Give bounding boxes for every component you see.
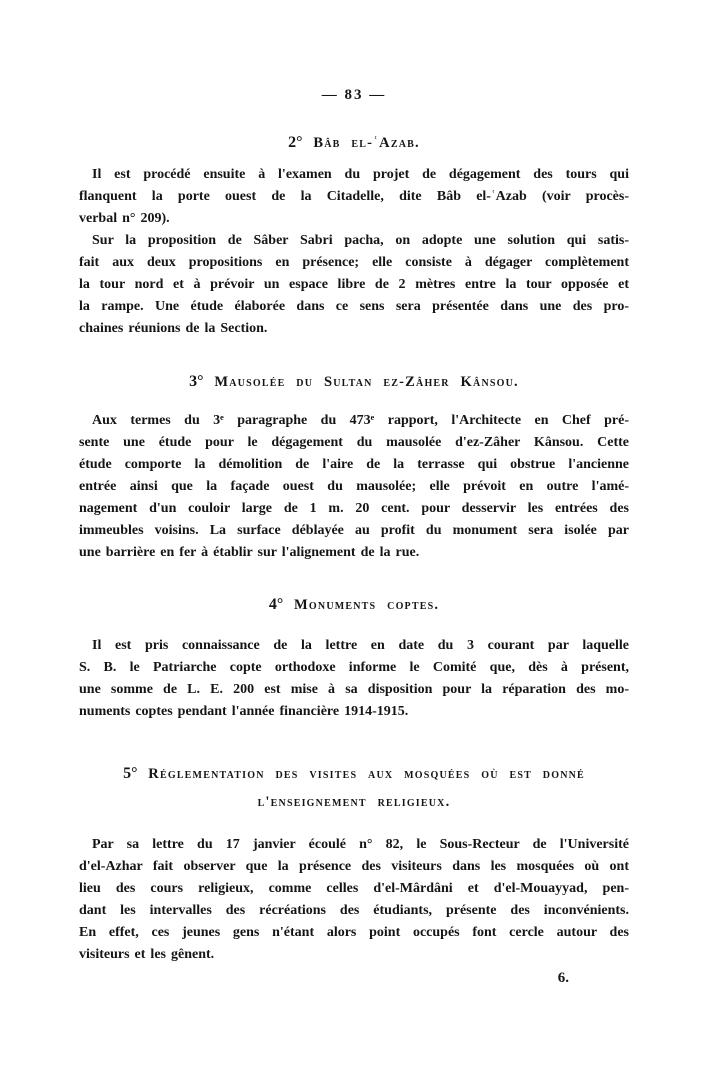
section-title-line-1: 5° Réglementation des visites aux mosquées où est donné <box>123 765 585 782</box>
text-line: visiteurs et les gênent. <box>79 947 215 962</box>
text-line: la tour nord et à prévoir un espace libre de 2 mètres entre la tour opposée et <box>79 277 629 292</box>
text-line: fait aux deux propositions en présence; elle consiste à dégager complètement <box>79 255 629 270</box>
text-line: la rampe. Une étude élaborée dans ce sens sera présentée dans une des pro- <box>79 299 629 314</box>
text-line: Sur la proposition de Sâber Sabri pacha, on adopte une solution qui satis- <box>92 233 629 248</box>
text-line: Par sa lettre du 17 janvier écoulé n° 82, le Sous-Recteur de l'Université <box>92 837 629 852</box>
section-heading-reglementation-visites <box>79 760 629 816</box>
section-number: 4° <box>268 596 284 613</box>
paragraph <box>79 834 629 966</box>
text-line: numents coptes pendant l'année financière 1914-1915. <box>79 704 409 719</box>
text-block <box>79 86 629 987</box>
text-line: flanquent la porte ouest de la Citadelle, dite Bâb el-ʿAzab (voir procès- <box>79 189 629 204</box>
page-number: — 83 — <box>321 87 387 103</box>
text-line: sente une étude pour le dégagement du mausolée d'ez-Zâher Kânsou. Cette <box>79 435 629 450</box>
text-line: étude comporte la démolition de l'aire de la terrasse qui obstrue l'ancienne <box>79 457 629 472</box>
paragraph <box>79 230 629 340</box>
section-number: 5° <box>123 765 138 782</box>
text-line: d'el-Azhar fait observer que la présence des visiteurs dans les mosquées où ont <box>79 859 629 874</box>
paragraph <box>79 635 629 723</box>
section-number: 3° <box>189 373 204 390</box>
text-line: Il est pris connaissance de la lettre en date du 3 courant par laquelle <box>92 638 629 653</box>
section-title-line-2: l'enseignement religieux. <box>257 794 451 810</box>
text-line: S. B. le Patriarche copte orthodoxe informe le Comité que, dès à présent, <box>79 660 629 675</box>
text-line: chaines réunions de la Section. <box>79 321 268 336</box>
text-line: immeubles voisins. La surface déblayée au profit du monument sera isolée par <box>79 523 629 538</box>
text-line: Il est procédé ensuite à l'examen du projet de dégagement des tours qui <box>92 167 629 182</box>
text-line: Aux termes du 3ᵉ paragraphe du 473ᵉ rapport, l'Architecte en Chef pré- <box>92 413 629 428</box>
signature-mark: 6. <box>557 970 569 986</box>
text-line: une somme de L. E. 200 est mise à sa disposition pour la réparation des mo- <box>79 682 629 697</box>
text-line: dant les intervalles des récréations des étudiants, présente des inconvénients. <box>79 903 629 918</box>
section-heading-bab-el-azab <box>79 134 629 152</box>
section-heading-mausolee-kansou <box>79 373 629 391</box>
text-line: nagement d'un couloir large de 1 m. 20 cent. pour desservir les entrées des <box>79 501 629 516</box>
text-line: entrée ainsi que la façade ouest du mausolée; elle prévoit en outre l'amé- <box>79 479 629 494</box>
text-line: En effet, ces jeunes gens n'étant alors point occupés font cercle autour des <box>79 925 629 940</box>
section-title: Mausolée du Sultan ez-Zâher Kânsou. <box>214 374 519 390</box>
paragraph <box>79 164 629 230</box>
paragraph <box>79 410 629 564</box>
text-line: lieu des cours religieux, comme celles d'el-Mârdâni et d'el-Mouayyad, pen- <box>79 881 629 896</box>
text-line: une barrière en fer à établir sur l'alignement de la rue. <box>79 545 420 560</box>
section-number: 2° <box>288 134 303 151</box>
section-heading-monuments-coptes <box>79 596 629 614</box>
section-title: Bâb el-ʿAzab. <box>313 135 420 151</box>
section-title: Monuments coptes. <box>294 597 440 613</box>
text-line: verbal n° 209). <box>79 211 170 226</box>
